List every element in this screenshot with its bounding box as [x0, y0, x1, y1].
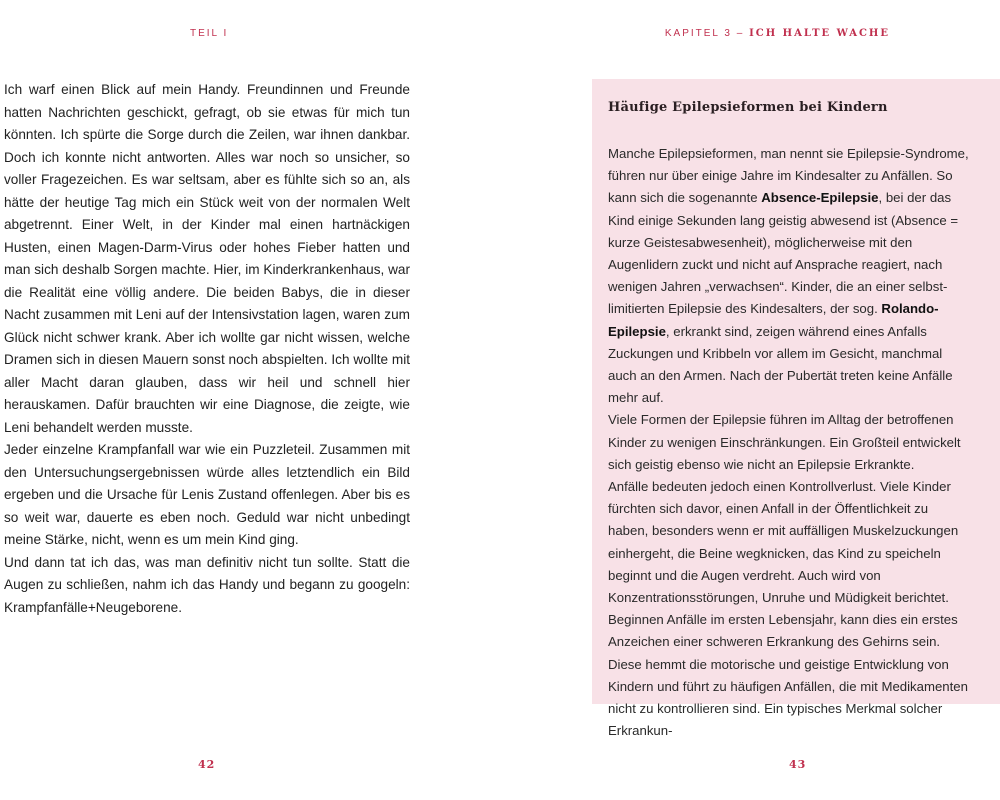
right-page-number: 43: [789, 758, 807, 771]
running-head-chapter: KAPITEL 3 –: [664, 28, 750, 39]
info-paragraph-3: Anfälle bedeuten jedoch einen Kontrollverlust. Viele Kinder fürchten sich davor, einen Anfall in der Öffentlichkeit zu haben, besonders wenn er mit auffälligen Muskelzuckungen einhergeht, die Beine wegknicken, das Kind zu speicheln beginnt und die Augen verdreht. Auch wird von Konzentrationsstörungen, Unruhe und Müdigkeit berichtet.: [608, 479, 959, 606]
info-box-body: [608, 143, 970, 742]
info-p1-text-a: Manche Epilepsieformen, man nennt sie Epilepsie-Syndrome, führen nur über einige Jahre im Kindesalter zu Anfällen. So kann sich die sogenannte: [608, 146, 969, 206]
paragraph-2: Jeder einzelne Krampfanfall war wie ein Puzzleteil. Zusammen mit den Untersuchungsergebnissen würde alles letztendlich ein Bild ergeben und die Ursache für Lenis Zustand offenlegen. Aber bis es so weit war, dauerte es eben noch. Geduld war nicht unbedingt meine Stärke, nicht, wenn es um mein Kind ging.: [4, 442, 410, 547]
info-p1-text-c: , bei der das Kind einige Sekunden lang geistig abwesend ist (Absence = kurze Geistesabwesenheit), möglicherweise mit den Augenlidern zuckt und nicht auf Ansprache reagiert, nach wenigen Jahren „verwachsen“. Kinder, die an einer selbst-limitierten Epilepsie des Kindesalters, der sog.: [608, 190, 959, 317]
info-p1-text-d: , erkrankt sind, zeigen während eines Anfalls Zuckungen und Kribbeln vor allem im Gesicht, manchmal auch an den Armen. Nach der Pubertät treten keine Anfälle mehr auf.: [608, 323, 953, 406]
right-running-head: [665, 28, 890, 39]
info-paragraph-1: [608, 143, 970, 409]
paragraph-3: Und dann tat ich das, was man definitiv nicht tun sollte. Statt die Augen zu schließen, nahm ich das Handy und begann zu googeln: Krampfanfälle+Neugeborene.: [4, 554, 410, 615]
right-page: [500, 0, 1000, 800]
paragraph-1: Ich warf einen Blick auf mein Handy. Freundinnen und Freunde hatten Nachrichten geschickt, gefragt, ob sie etwas für mich tun könnten. Ich spürte die Sorge durch die Zeilen, war ihnen dankbar. Doch ich konnte nicht antworten. Alles war noch so unsicher, so voller Fragezeichen. Es war seltsam, aber es fühlte sich so an, als hätte der heutige Tag mich ein Stück weit von der normalen Welt abgetrennt. Einer Welt, in der Kinder mal einen hartnäckigen Husten, einen Magen-Darm-Virus oder hohes Fieber hatten und man sich deshalb Sorgen machte. Hier, im Kinderkrankenhaus, war die Realität eine völlig andere. Die beiden Babys, die in dieser Nacht zusammen mit Leni auf der Intensivstation lagen, waren zum Glück nicht schwer krank. Aber ich wollte gar nicht wissen, welche Dramen sich in diesen Mauern sonst noch abspielten. Ich wollte mit aller Macht daran glauben, dass wir heil und schnell hier herauskamen. Dafür brauchten wir eine Diagnose, die zeigte, wie Leni behandelt werden musste.: [4, 82, 410, 435]
info-box: [592, 79, 1000, 739]
left-page-number: 42: [198, 758, 216, 771]
info-paragraph-4: Beginnen Anfälle im ersten Lebensjahr, kann dies ein erstes Anzeichen einer schweren Erkrankung des Gehirns sein. Diese hemmt die motorische und geistige Entwicklung von Kindern und führt zu häufigen Anfällen, die mit Medikamenten nicht zu kontrollieren sind. Ein typisches Merkmal solcher Erkrankun-: [608, 612, 968, 739]
left-body-text: [4, 79, 410, 619]
running-head-title: ICH HALTE WACHE: [749, 28, 890, 39]
info-box-title: Häufige Epilepsieformen bei Kindern: [608, 100, 888, 115]
rolando-epilepsy-term: Rolando-Epilepsie: [608, 301, 939, 339]
absence-epilepsy-term: Absence-Epilepsie: [761, 190, 879, 206]
info-paragraph-2: Viele Formen der Epilepsie führen im Alltag der betroffenen Kinder zu wenigen Einschränkungen. Ein Großteil entwickelt sich geistig ebenso wie nicht an Epilepsie Erkrankte.: [608, 412, 961, 472]
left-running-head: TEIL I: [190, 28, 229, 39]
